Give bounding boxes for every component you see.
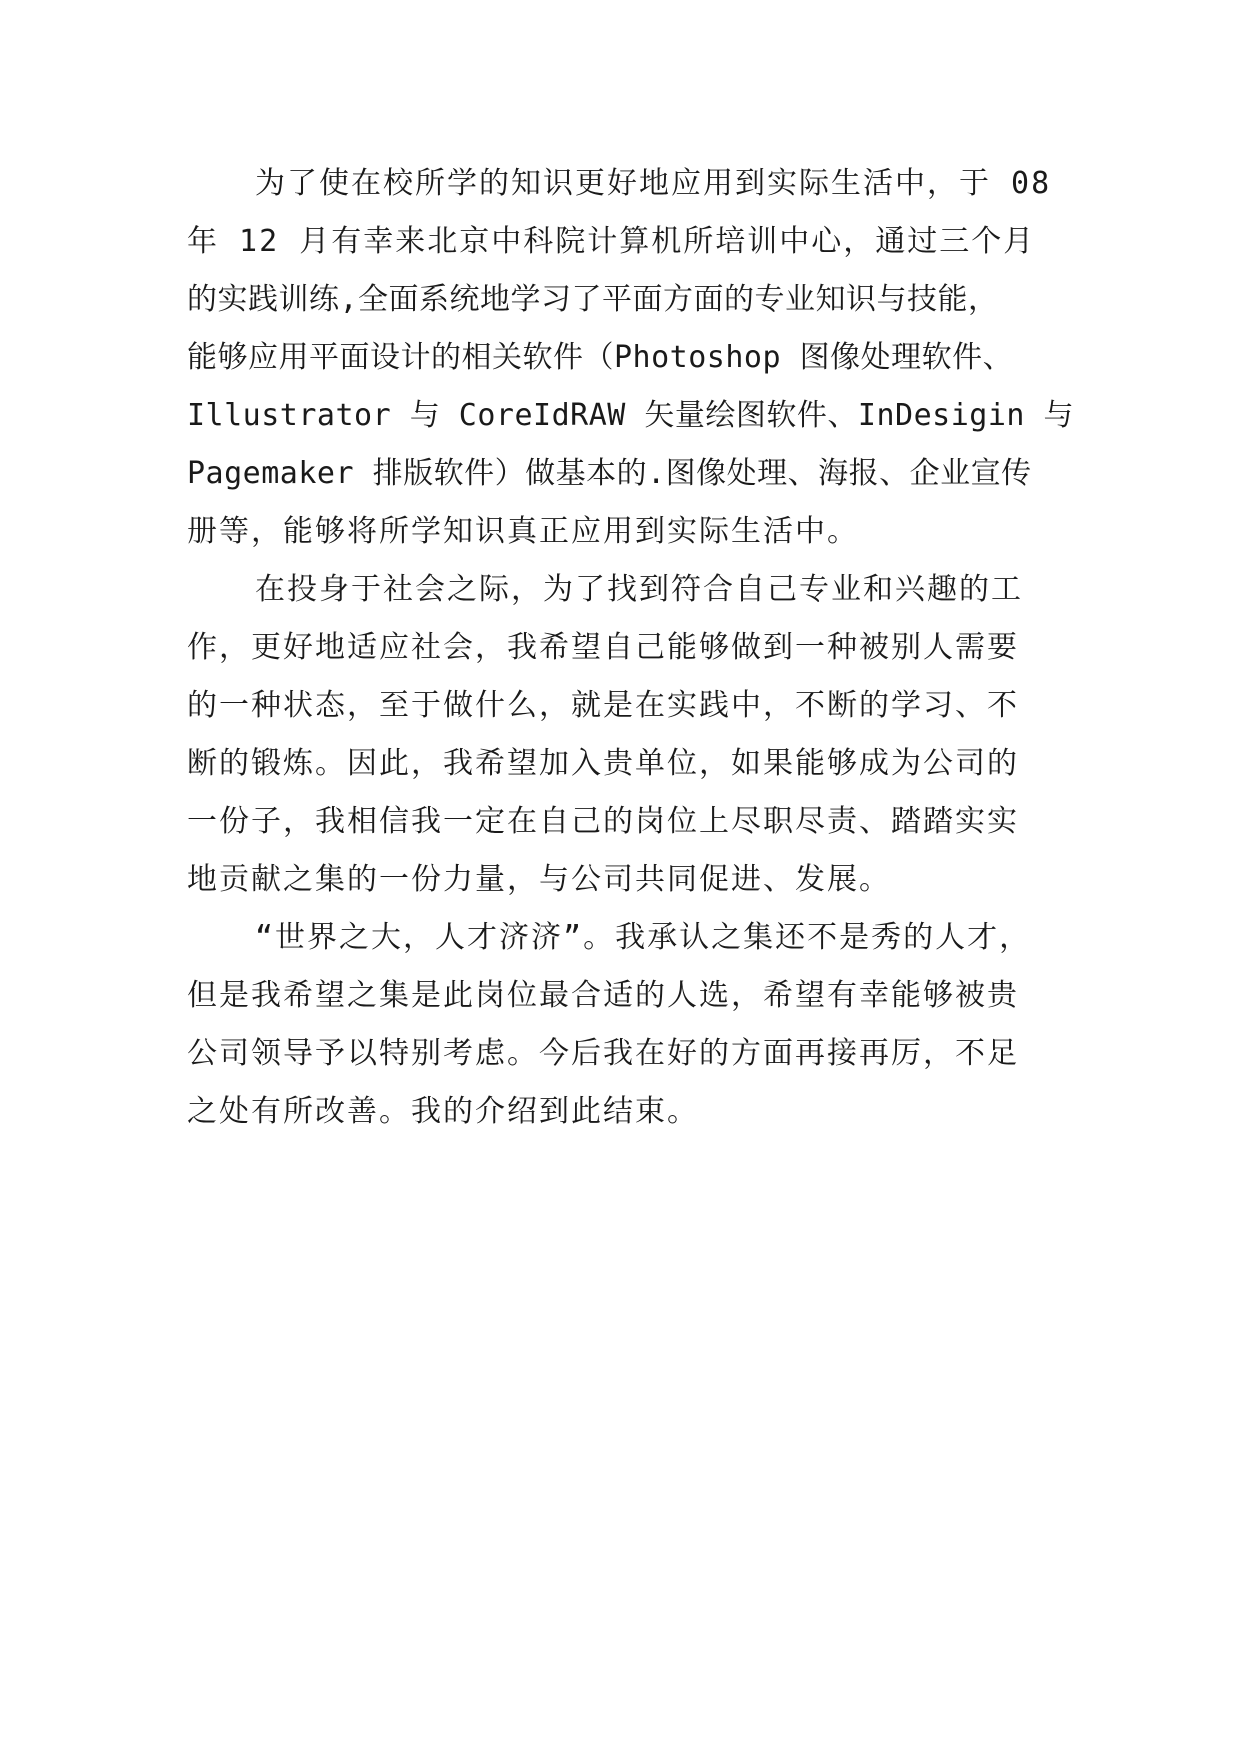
text-line: 但是我希望之集是此岗位最合适的人选，希望有幸能够被贵 [187, 978, 1019, 1013]
text-line: 年 12 月有幸来北京中科院计算机所培训中心，通过三个月 [187, 224, 1036, 259]
text-line: Illustrator 与 CoreIdRAW 矢量绘图软件、InDesigin 与 [187, 398, 1075, 433]
text-line: 一份子，我相信我一定在自己的岗位上尽职尽责、踏踏实实 [187, 804, 1019, 839]
paragraph-1 [187, 155, 1087, 561]
text-line: 断的锻炼。因此，我希望加入贵单位，如果能够成为公司的 [187, 746, 1019, 781]
text-line: “世界之大，人才济济”。我承认之集还不是秀的人才， [255, 920, 1032, 955]
text-line: 为了使在校所学的知识更好地应用到实际生活中，于 08 [255, 166, 1052, 201]
paragraph-3 [187, 909, 1087, 1141]
text-line: 公司领导予以特别考虑。今后我在好的方面再接再厉，不足 [187, 1036, 1019, 1071]
text-line: 的实践训练,全面系统地学习了平面方面的专业知识与技能， [187, 282, 999, 317]
text-line: 能够应用平面设计的相关软件（Photoshop 图像处理软件、 [187, 340, 1014, 375]
text-line: 在投身于社会之际，为了找到符合自己专业和兴趣的工 [255, 572, 1023, 607]
text-line: Pagemaker 排版软件）做基本的.图像处理、海报、企业宣传 [187, 456, 1032, 491]
paragraph-2 [187, 561, 1087, 909]
text-line: 的一种状态，至于做什么，就是在实践中，不断的学习、不 [187, 688, 1019, 723]
text-line: 作，更好地适应社会，我希望自己能够做到一种被别人需要 [187, 630, 1019, 665]
document-body [187, 155, 1087, 1141]
text-line: 册等，能够将所学知识真正应用到实际生活中。 [187, 514, 859, 549]
text-line: 之处有所改善。我的介绍到此结束。 [187, 1094, 699, 1129]
text-line: 地贡献之集的一份力量，与公司共同促进、发展。 [187, 862, 891, 897]
